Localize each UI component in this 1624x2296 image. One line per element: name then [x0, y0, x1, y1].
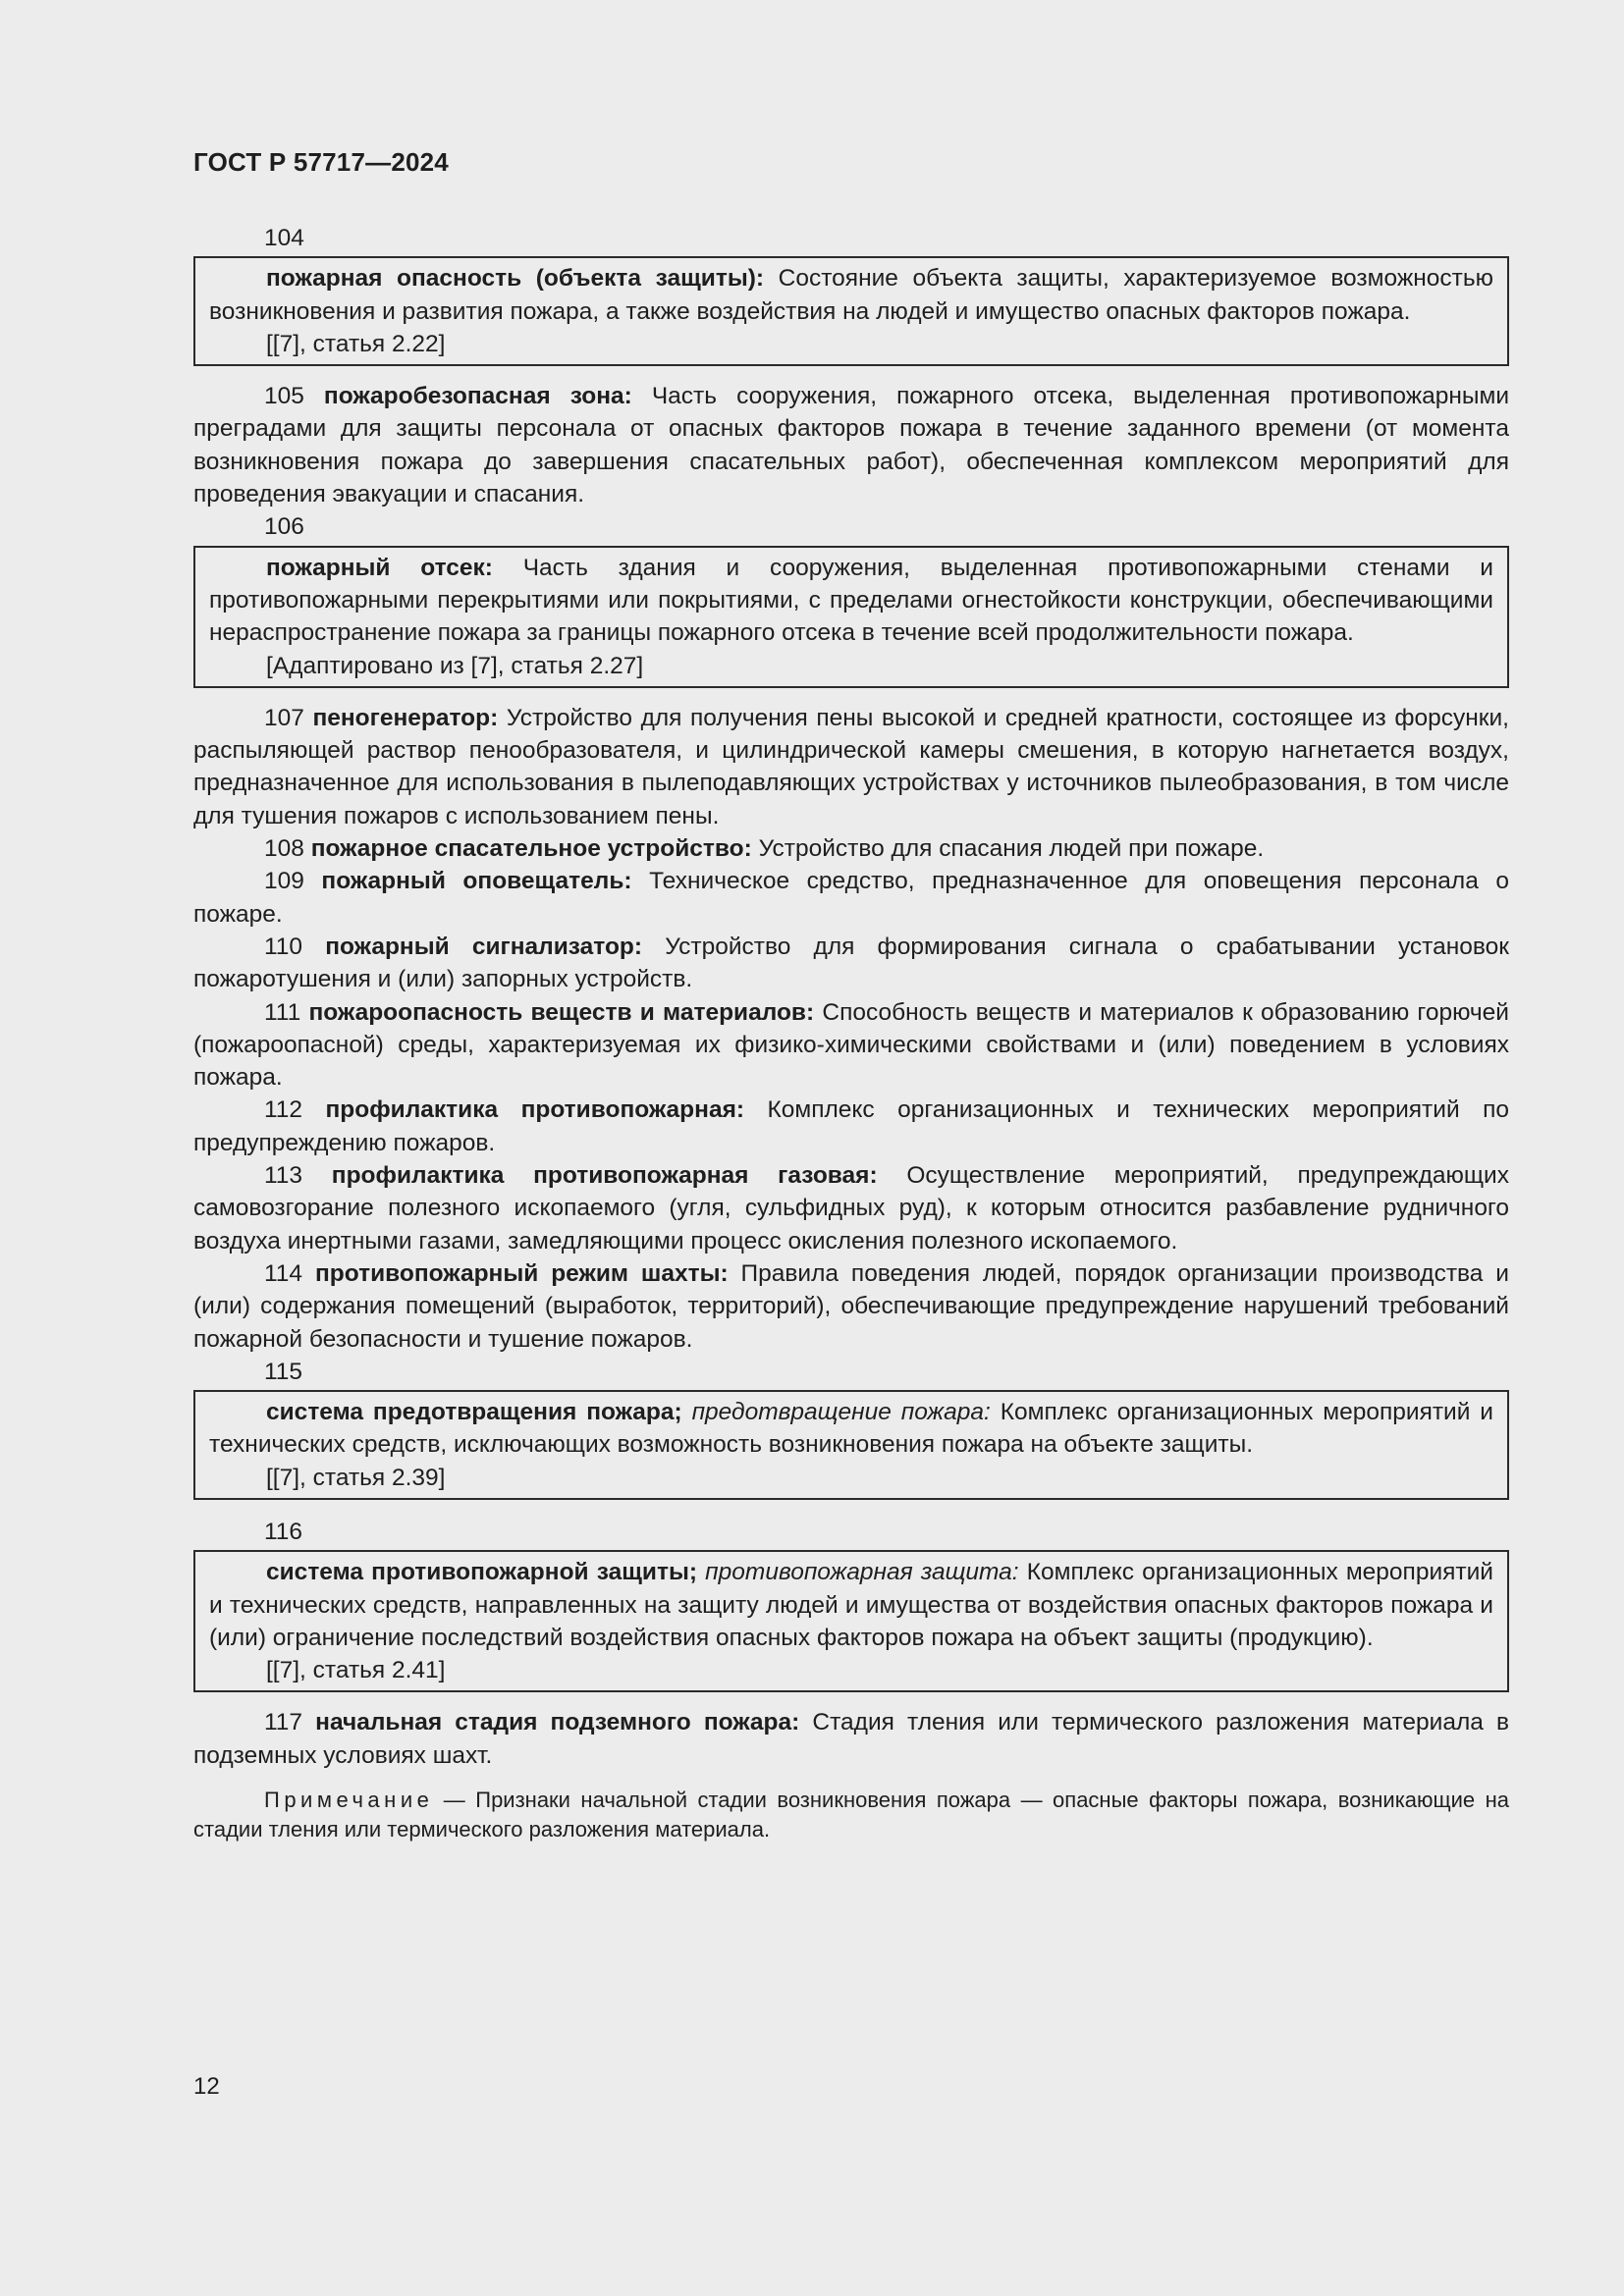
term: пеногенератор:	[312, 704, 499, 731]
entry-definition-116	[209, 1556, 1493, 1654]
term: профилактика противопожарная газовая:	[331, 1162, 878, 1190]
synonym: противопожарная защита:	[697, 1559, 1019, 1586]
entry-117	[193, 1706, 1509, 1772]
note-dash: —	[433, 1788, 476, 1813]
definition-text: Стадия тления или термического разложения материала в подземных условиях шахт.	[193, 1709, 1510, 1769]
entry-number: 110	[264, 933, 326, 960]
term: система противопожарной защиты;	[266, 1559, 698, 1586]
entry-number: 108	[264, 835, 311, 863]
term: пожарный отсек:	[266, 554, 493, 581]
entry-number: 109	[264, 868, 322, 895]
definition-text: Комплекс организационных и технических мероприятий по предупреждению пожаров.	[193, 1096, 1509, 1156]
definition-text: Устройство для получения пены высокой и средней кратности, состоящее из форсунки, распыляющей раствор пенообразователя, и цилиндрической камеры смешения, в которую нагнетается воздух, предназначенное для использования в пылеподавляющих устройствах у источников пылеобразования, в том числе для тушения пожаров с использованием пены.	[193, 704, 1509, 829]
entry-number: 117	[264, 1709, 316, 1736]
definition-text: Состояние объекта защиты, характеризуемое возможностью возникновения и развития пожара, а также воздействия на людей и имущество опасных факторов пожара.	[209, 265, 1493, 325]
definition-text: Часть здания и сооружения, выделенная противопожарными стенами и противопожарными перекрытиями или покрытиями, с пределами огнестойкости конструкции, обеспечивающими нераспространение пожара за границы пожарного отсека в течение всей продолжительности пожара.	[209, 554, 1493, 647]
entry-114	[193, 1257, 1509, 1356]
definition-text: Комплекс организационных мероприятий и технических средств, направленных на защиту людей и имущества от воздействия опасных факторов пожара и (или) ограничение последствий воздействия опасных факторов пожара на объект защиты (продукцию).	[209, 1559, 1493, 1651]
definition-text: Осуществление мероприятий, предупреждающих самовозгорание полезного ископаемого (угля, сульфидных руд), к которым относится разбавление рудничного воздуха инертными газами, замедляющими процесс окисления полезного ископаемого.	[193, 1162, 1509, 1255]
definition-text: Устройство для формирования сигнала о срабатывании установок пожаротушения и (или) запорных устройств.	[193, 933, 1509, 993]
term: противопожарный режим шахты:	[314, 1259, 729, 1287]
entry-107	[193, 702, 1509, 832]
term: пожарный оповещатель:	[321, 868, 632, 895]
entry-definition-106	[209, 552, 1493, 650]
document-body	[193, 222, 1509, 1844]
entry-105	[193, 380, 1509, 510]
definition-text: Устройство для спасания людей при пожаре.	[751, 835, 1265, 863]
entry-number-115: 115	[264, 1358, 303, 1385]
term: пожароопасность веществ и материалов:	[308, 998, 815, 1026]
entry-box-106	[193, 546, 1509, 688]
entry-111	[193, 996, 1509, 1095]
term: система предотвращения пожара;	[266, 1399, 682, 1426]
entry-number-106: 106	[264, 513, 304, 541]
synonym: предотвращение пожара:	[681, 1399, 991, 1426]
term: пожарная опасность (объекта защиты):	[266, 265, 765, 293]
entry-box-116	[193, 1550, 1509, 1692]
entry-number: 114	[264, 1259, 315, 1287]
entry-box-115	[193, 1390, 1509, 1500]
term: пожарное спасательное устройство:	[310, 835, 752, 863]
term: пожарный сигнализатор:	[325, 933, 643, 960]
entry-112	[193, 1094, 1509, 1159]
term: профилактика противопожарная:	[325, 1096, 745, 1124]
entry-number: 112	[264, 1096, 326, 1124]
entry-108	[193, 832, 1509, 865]
definition-text: Способность веществ и материалов к образованию горючей (пожароопасной) среды, характеризуемая их физико-химическими свойствами и (или) поведением в условиях пожара.	[193, 998, 1509, 1092]
entry-number-104: 104	[264, 225, 304, 251]
entry-source-104: [[7], статья 2.22]	[266, 330, 446, 357]
entry-113	[193, 1159, 1509, 1257]
definition-text: Часть сооружения, пожарного отсека, выделенная противопожарными преградами для защиты персонала от опасных факторов пожара в течение заданного времени (от момента возникновения пожара до завершения спасательных работ), обеспеченная комплексом мероприятий для проведения эвакуации и спасания.	[193, 383, 1510, 508]
document-header: ГОСТ Р 57717—2024	[193, 147, 449, 177]
entry-source-106: [Адаптировано из [7], статья 2.27]	[266, 652, 644, 679]
page-number: 12	[193, 2073, 220, 2100]
note-label: Примечание	[264, 1788, 434, 1813]
entry-109	[193, 865, 1509, 931]
entry-number-116: 116	[264, 1518, 303, 1545]
note	[193, 1786, 1509, 1844]
entry-number: 111	[264, 998, 309, 1026]
entry-source-115: [[7], статья 2.39]	[266, 1464, 446, 1491]
definition-text: Техническое средство, предназначенное для оповещения персонала о пожаре.	[193, 868, 1510, 928]
definition-text: Комплекс организационных мероприятий и технических средств, исключающих возможность возникновения пожара на объекте защиты.	[209, 1399, 1493, 1459]
entry-box-104	[193, 256, 1509, 366]
definition-text: Правила поведения людей, порядок организации производства и (или) содержания помещений (выработок, территорий), обеспечивающие предупреждение нарушений требований пожарной безопасности и тушение пожаров.	[193, 1259, 1509, 1353]
entry-110	[193, 931, 1509, 996]
term: пожаробезопасная зона:	[323, 383, 632, 410]
entry-number: 105	[264, 383, 324, 410]
entry-source-116: [[7], статья 2.41]	[266, 1657, 446, 1684]
entry-definition-115	[209, 1396, 1493, 1462]
note-text: Признаки начальной стадии возникновения пожара — опасные факторы пожара, возникающие на стадии тления или термического разложения материала.	[193, 1788, 1509, 1842]
entry-definition-104	[209, 262, 1493, 328]
term: начальная стадия подземного пожара:	[315, 1709, 800, 1736]
entry-number: 107	[264, 704, 313, 731]
entry-number: 113	[264, 1162, 332, 1190]
